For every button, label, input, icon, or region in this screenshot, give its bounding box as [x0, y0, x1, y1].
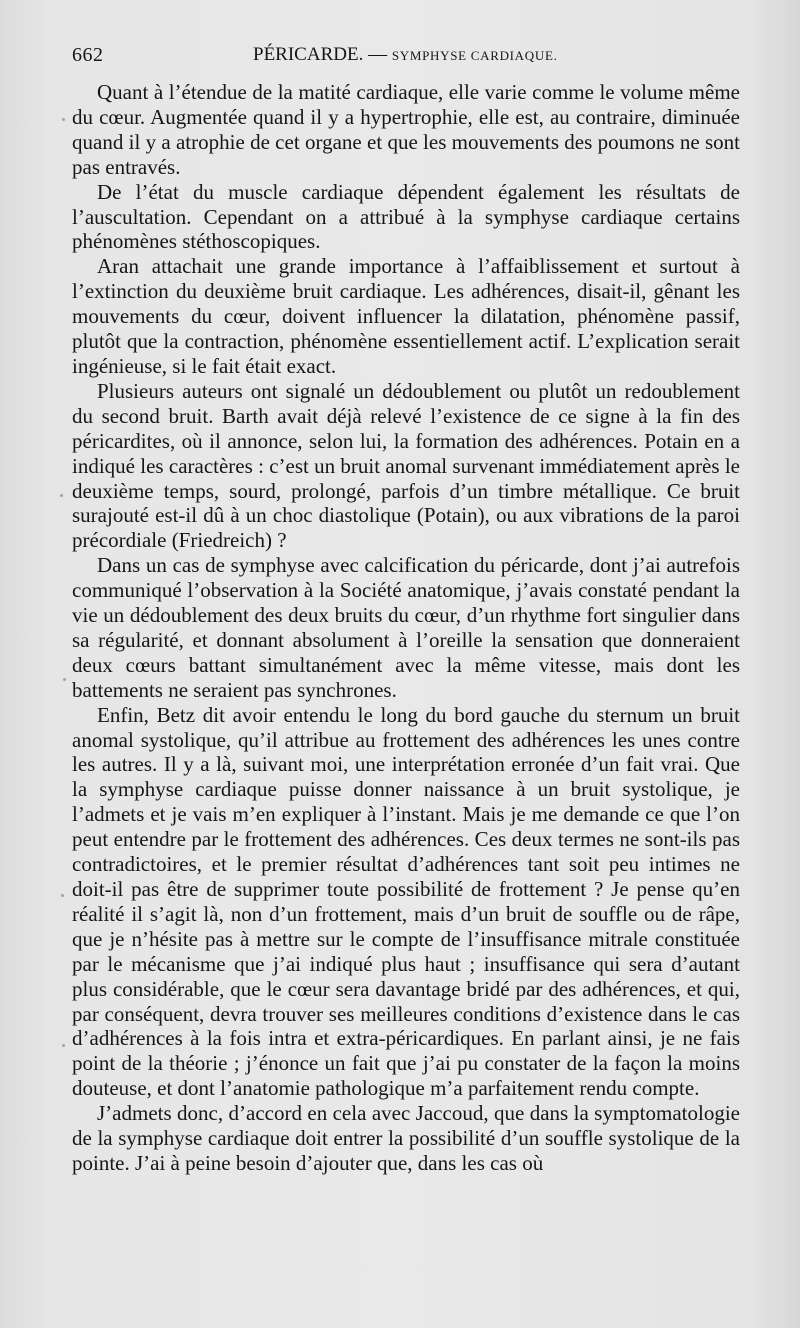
running-head-title: PÉRICARDE. —	[253, 44, 388, 65]
running-head	[253, 44, 558, 66]
running-head-subtitle: SYMPHYSE CARDIAQUE.	[391, 48, 558, 63]
paragraph: Dans un cas de symphyse avec calcification du péricarde, dont j’ai autrefois communiqué l’observation à la Société anatomique, j’avais constaté pendant la vie un dédoublement des deux bruits du cœur, d’un rhythme fort singulier dans sa régularité, et donnant absolument à l’oreille la sensation que donneraient deux cœurs battant simultanément avec la même vitesse, mais dont les battements ne seraient pas synchrones.	[72, 553, 740, 702]
page-header	[72, 44, 740, 74]
scan-speck	[62, 1044, 65, 1047]
scan-speck	[62, 118, 65, 121]
paragraph: J’admets donc, d’accord en cela avec Jaccoud, que dans la symptomatologie de la symphyse cardiaque doit entrer la possibilité d’un souffle systolique de la pointe. J’ai à peine besoin d’ajouter que, dans les cas où	[72, 1101, 740, 1175]
paragraph: Aran attachait une grande importance à l’affaiblissement et surtout à l’extinction du deuxième bruit cardiaque. Les adhérences, disait-il, gênant les mouvements du cœur, doivent influencer la dilatation, phénomène passif, plutôt que la contraction, phénomène essentiellement actif. L’explication serait ingénieuse, si le fait était exact.	[72, 254, 740, 378]
paragraph: Quant à l’étendue de la matité cardiaque, elle varie comme le volume même du cœur. Augmentée quand il y a hypertrophie, elle est, au contraire, diminuée quand il y a atrophie de cet organe et que les mouvements des poumons ne sont pas entravés.	[72, 80, 740, 179]
body-text	[72, 80, 740, 1176]
scan-speck	[61, 894, 64, 897]
scan-speck	[63, 678, 66, 681]
paragraph: Enfin, Betz dit avoir entendu le long du bord gauche du sternum un bruit anomal systolique, qu’il attribue au frottement des adhérences les unes contre les autres. Il y a là, suivant moi, une interprétation erronée d’un fait vrai. Que la symphyse cardiaque puisse donner naissance à un bruit systolique, je l’admets et je vais m’en expliquer à l’instant. Mais je me demande ce que l’on peut entendre par le frottement des adhérences. Ces deux termes ne sont-ils pas contradictoires, et le premier résultat d’adhérences tant soit peu intimes ne doit-il pas être de supprimer toute possibilité de frottement ? Je pense qu’en réalité il s’agit là, non d’un frottement, mais d’un bruit de souffle ou de râpe, que je n’hésite pas à mettre sur le compte de l’insuffisance mitrale constituée par le mécanisme que j’ai indiqué plus haut ; insuffisance qui sera d’autant plus considérable, que le cœur sera davantage bridé par des adhérences, et qui, par conséquent, devra trouver ses meilleures conditions d’existence dans le cas d’adhérences à la fois intra et extra-péricardiques. En parlant ainsi, je ne fais point de la théorie ; j’énonce un fait que j’ai pu constater de la façon la moins douteuse, et dont l’anatomie pathologique m’a parfaitement rendu compte.	[72, 702, 740, 1101]
page-number: 662	[72, 44, 104, 66]
paragraph: De l’état du muscle cardiaque dépendent également les résultats de l’auscultation. Cependant on a attribué à la symphyse cardiaque certains phénomènes stéthoscopiques.	[72, 179, 740, 254]
paragraph: Plusieurs auteurs ont signalé un dédoublement ou plutôt un redoublement du second bruit. Barth avait déjà relevé l’existence de ce signe à la fin des péricardites, où il annonce, selon lui, la formation des adhérences. Potain en a indiqué les caractères : c’est un bruit anomal survenant immédiatement après le deuxième temps, sourd, prolongé, parfois d’un timbre métallique. Ce bruit surajouté est-il dû à un choc diastolique (Potain), ou aux vibrations de la paroi précordiale (Friedreich) ?	[72, 378, 740, 553]
scan-speck	[60, 494, 63, 497]
